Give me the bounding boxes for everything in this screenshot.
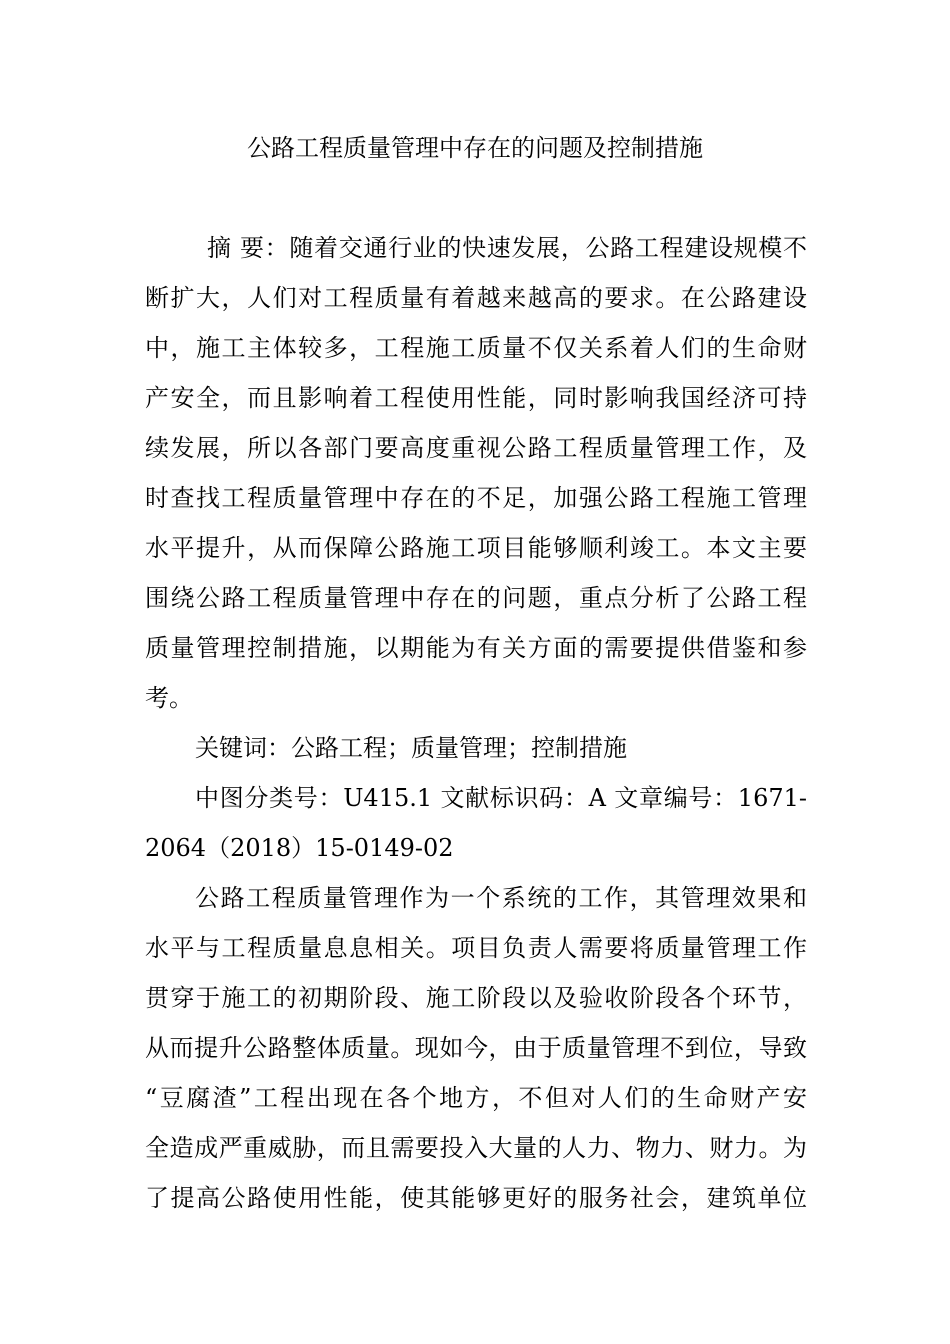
- abstract-line: 断扩大，人们对工程质量有着越来越高的要求。在公路建设: [145, 284, 807, 312]
- classification-line: 中图分类号：U415.1 文献标识码：A 文章编号：1671-: [195, 784, 807, 812]
- classification-line: 2064（2018）15-0149-02: [145, 834, 454, 862]
- abstract-line: 围绕公路工程质量管理中存在的问题，重点分析了公路工程: [145, 584, 807, 612]
- abstract-line: 质量管理控制措施，以期能为有关方面的需要提供借鉴和参: [145, 634, 807, 662]
- abstract-line: 产安全，而且影响着工程使用性能，同时影响我国经济可持: [145, 384, 807, 412]
- abstract-line: 水平提升，从而保障公路施工项目能够顺利竣工。本文主要: [145, 534, 807, 562]
- abstract-line: 考。: [145, 684, 193, 712]
- abstract-line: 续发展，所以各部门要高度重视公路工程质量管理工作，及: [145, 434, 807, 462]
- abstract-line: 中，施工主体较多，工程施工质量不仅关系着人们的生命财: [145, 334, 807, 362]
- body-line: 了提高公路使用性能，使其能够更好的服务社会，建筑单位: [145, 1184, 807, 1212]
- body-line: “豆腐渣”工程出现在各个地方，不但对人们的生命财产安: [145, 1084, 807, 1112]
- abstract-line: 时查找工程质量管理中存在的不足，加强公路工程施工管理: [145, 484, 807, 512]
- document-title: 公路工程质量管理中存在的问题及控制措施: [247, 134, 703, 162]
- body-line: 水平与工程质量息息相关。项目负责人需要将质量管理工作: [145, 934, 807, 962]
- body-line: 公路工程质量管理作为一个系统的工作，其管理效果和: [195, 884, 807, 912]
- abstract-line: 摘 要：随着交通行业的快速发展，公路工程建设规模不: [207, 234, 807, 262]
- body-line: 从而提升公路整体质量。现如今，由于质量管理不到位，导致: [145, 1034, 807, 1062]
- body-line: 贯穿于施工的初期阶段、施工阶段以及验收阶段各个环节，: [145, 984, 807, 1012]
- body-line: 全造成严重威胁，而且需要投入大量的人力、物力、财力。为: [145, 1134, 807, 1162]
- keywords-line: 关键词：公路工程；质量管理；控制措施: [195, 734, 627, 762]
